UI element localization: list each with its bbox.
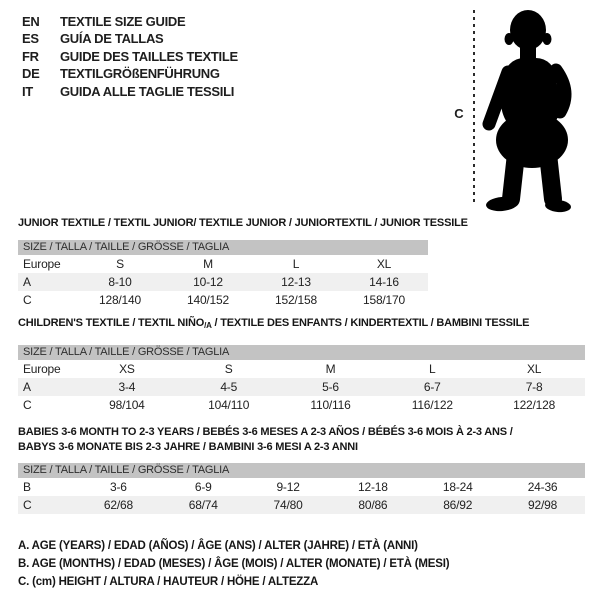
size-cell: 6-9 <box>194 480 212 494</box>
table-row-a <box>18 273 428 291</box>
footnotes-block <box>18 537 449 591</box>
size-cell: 74/80 <box>273 498 303 512</box>
row-label: C <box>23 398 32 412</box>
size-cell: 128/140 <box>99 293 141 307</box>
size-cell: XL <box>376 257 392 271</box>
size-cell: 110/116 <box>310 398 351 412</box>
children-title-subscript: /A <box>204 321 212 330</box>
size-cell: 18-24 <box>442 480 473 494</box>
row-label: Europe <box>23 257 61 271</box>
footnote-b: B. AGE (MONTHS) / EDAD (MESES) / ÂGE (MOIS) / ALTER (MONATE) / ETÀ (MESI) <box>18 558 450 570</box>
size-cell: 24-36 <box>527 480 558 494</box>
size-cell: 86/92 <box>443 498 473 512</box>
size-cell: 98/104 <box>109 398 145 412</box>
size-header-bar: SIZE / TALLA / TAILLE / GRÖSSE / TAGLIA <box>18 240 428 255</box>
language-title: GUIDA ALLE TAGLIE TESSILI <box>60 83 235 99</box>
row-label: Europe <box>23 362 61 376</box>
size-header-bar: SIZE / TALLA / TAILLE / GRÖSSE / TAGLIA <box>18 345 585 360</box>
row-label: A <box>23 380 31 394</box>
junior-size-table <box>18 240 428 309</box>
size-cell: 92/98 <box>528 498 558 512</box>
size-cell: 14-16 <box>369 275 399 289</box>
size-cell: M <box>203 257 213 271</box>
size-cell: 62/68 <box>103 498 133 512</box>
language-row <box>22 83 238 100</box>
size-cell: 80/86 <box>358 498 388 512</box>
size-header-bar: SIZE / TALLA / TAILLE / GRÖSSE / TAGLIA <box>18 463 585 478</box>
table-row-a <box>18 378 585 396</box>
size-cell: 12-13 <box>281 275 311 289</box>
language-title: GUIDE DES TAILLES TEXTILE <box>60 48 238 64</box>
size-cell: 7-8 <box>525 380 543 394</box>
children-title-part1: CHILDREN'S TEXTILE / TEXTIL NIÑO <box>18 317 205 329</box>
toddler-silhouette-icon <box>476 2 588 216</box>
size-cell: 12-18 <box>358 480 388 494</box>
language-title: TEXTILE SIZE GUIDE <box>60 14 186 29</box>
footnote-a: A. AGE (YEARS) / EDAD (AÑOS) / ÂGE (ANS) / ALTER (JAHRE) / ETÀ (ANNI) <box>18 540 418 552</box>
size-cell: 3-6 <box>110 480 127 494</box>
language-code: IT <box>22 83 33 99</box>
language-code: ES <box>22 31 39 47</box>
language-title-block <box>22 13 238 100</box>
table-row-c <box>18 496 585 514</box>
size-cell: L <box>429 362 436 376</box>
figure-height-label: C <box>454 106 464 121</box>
junior-table-title: JUNIOR TEXTILE / TEXTIL JUNIOR/ TEXTILE JUNIOR / JUNIORTEXTIL / JUNIOR TESSILE <box>18 217 468 229</box>
size-cell: 4-5 <box>220 380 238 394</box>
height-dashed-line <box>473 10 475 206</box>
language-code: DE <box>22 66 40 82</box>
language-row <box>22 13 238 30</box>
table-row-b <box>18 478 585 496</box>
language-row <box>22 30 238 47</box>
babies-title-line1: BABIES 3-6 MONTH TO 2-3 YEARS / BEBÉS 3-6 MESES A 2-3 AÑOS / BÉBÉS 3-6 MOIS À 2-3 ANS / <box>18 426 513 438</box>
size-cell: 158/170 <box>363 293 405 307</box>
size-cell: 8-10 <box>108 275 132 289</box>
babies-title-line2: BABYS 3-6 MONATE BIS 2-3 JAHRE / BAMBINI 3-6 MESI A 2-3 ANNI <box>18 441 358 453</box>
table-row-europe <box>18 255 428 273</box>
row-label: A <box>23 275 31 289</box>
babies-table-title <box>18 425 588 455</box>
row-label: C <box>23 293 32 307</box>
language-code: FR <box>22 48 39 64</box>
language-row <box>22 65 238 82</box>
size-cell: L <box>292 257 300 271</box>
row-label: B <box>23 480 31 494</box>
size-cell: 116/122 <box>411 398 453 412</box>
size-cell: 152/158 <box>275 293 317 307</box>
size-cell: 104/110 <box>208 398 250 412</box>
table-row-c <box>18 396 585 414</box>
size-cell: XL <box>526 362 542 376</box>
footnote-c: C. (cm) HEIGHT / ALTURA / HAUTEUR / HÖHE / ALTEZZA <box>18 576 319 588</box>
size-cell: 68/74 <box>188 498 218 512</box>
children-size-table <box>18 345 585 414</box>
size-cell: 9-12 <box>276 480 300 494</box>
size-cell: 122/128 <box>513 398 556 412</box>
size-cell: S <box>224 362 233 376</box>
table-row-c <box>18 291 428 309</box>
children-table-title <box>18 317 588 330</box>
table-row-europe <box>18 360 585 378</box>
size-cell: XS <box>119 362 135 376</box>
size-cell: 140/152 <box>187 293 229 307</box>
language-title: TEXTILGRÖßENFÜHRUNG <box>60 66 220 82</box>
language-code: EN <box>22 14 40 29</box>
language-title: GUÍA DE TALLAS <box>60 31 164 47</box>
size-cell: S <box>116 257 124 271</box>
row-label: C <box>23 498 32 512</box>
size-cell: 3-4 <box>118 380 136 394</box>
size-cell: 6-7 <box>423 380 441 394</box>
children-title-part2: / TEXTILE DES ENFANTS / KINDERTEXTIL / BAMBINI TESSILE <box>211 317 530 329</box>
babies-size-table <box>18 463 585 514</box>
size-cell: 10-12 <box>193 275 223 289</box>
size-cell: 5-6 <box>322 380 339 394</box>
size-cell: M <box>325 362 336 376</box>
language-row <box>22 48 238 65</box>
